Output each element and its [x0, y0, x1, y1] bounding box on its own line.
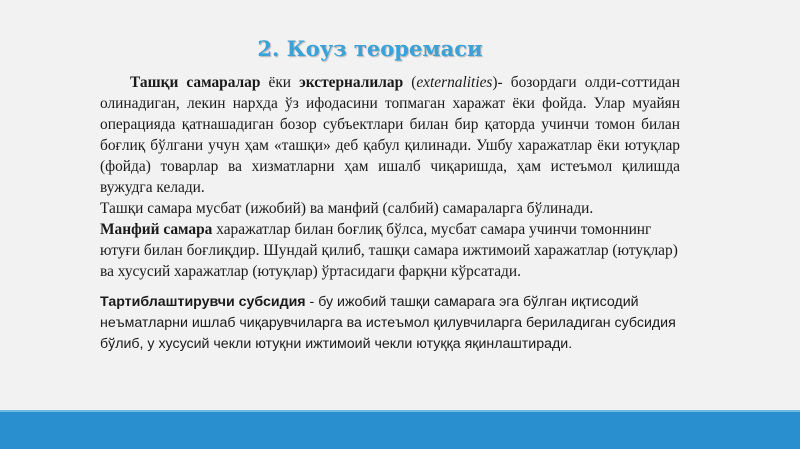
- main-text-block: [100, 72, 680, 282]
- negative-effect-text: харажатлар билан боғлиқ бўлса, мусбат самара учинчи томоннинг ютуғи билан боғлиқдир. Шундай қилиб, ташқи самара ижтимоий харажатлар (ютуқлар) ва хусусий харажатлар (ютуқлар) ўртасидаги фарқни кўрсатади.: [100, 221, 678, 280]
- term-external-effects: Ташқи самаралар: [130, 74, 261, 91]
- slide-title: 2. Коуз теоремаси: [257, 36, 483, 61]
- subsidy-text: - бу ижобий ташқи самарага эга бўлган иқтисодий неъматларни ишлаб чиқарувчиларга ва истеъмол қилувчиларга бериладиган субсидия бўлиб, у хусусий чекли ютуқни ижтимоий чекли ютуққа яқинлаштиради.: [100, 294, 676, 352]
- term-latin: externalities: [416, 74, 493, 91]
- paragraph-negative-effect: [100, 219, 680, 282]
- paragraph-externalities: [100, 72, 680, 198]
- paragraph-subsidy: [100, 292, 680, 355]
- connector-text: ёки: [260, 74, 300, 91]
- paren-open: (: [403, 74, 417, 91]
- footer-bar: [0, 412, 800, 449]
- term-negative-effect: Манфий самара: [100, 221, 213, 238]
- definition-text: )- бозордаги олди-соттидан олинадиган, лекин нархда ўз ифодасини топмаган харажат ёки фойда. Улар муайян операцияда қатнашадиган бозор субъектлари билан бир қаторда учинчи томон билан боғлиқ бўлгани учун ҳам «ташқи» деб қабул қилинади. Ушбу харажатлар ёки ютуқлар (фойда) товарлар ва хизматларни ҳам ишалб чиқаришда, ҳам истеъмол қилишда вужудга келади.: [100, 74, 680, 196]
- subsidy-text-block: [100, 292, 680, 355]
- term-externalities: экстерналилар: [299, 74, 404, 91]
- paragraph-classification: Ташқи самара мусбат (ижобий) ва манфий (салбий) самараларга бўлинади.: [100, 200, 594, 217]
- term-subsidy: Тартиблаштирувчи субсидия: [100, 294, 306, 310]
